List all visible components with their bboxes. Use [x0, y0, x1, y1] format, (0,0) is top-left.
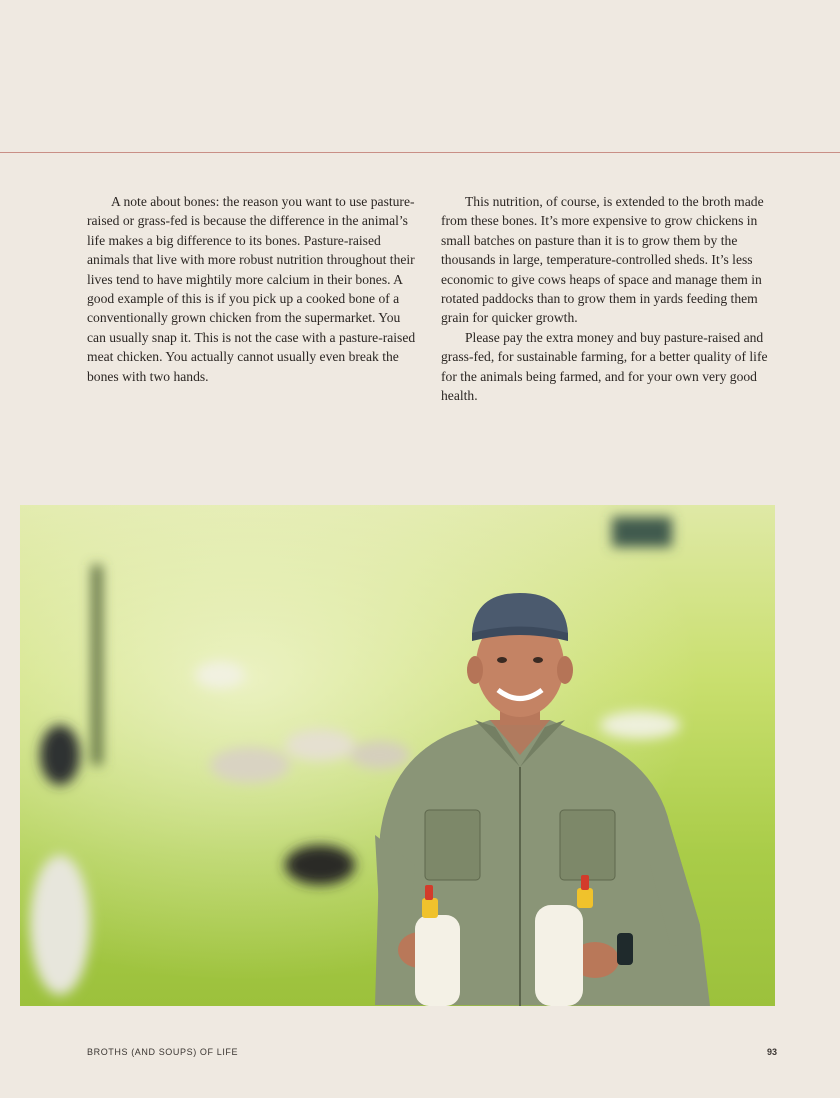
right-paragraph-2: Please pay the extra money and buy pasture-raised and grass-fed, for sustainable farming, for a better quality of life for the animals being farmed, and for your own very good health.: [441, 329, 768, 404]
left-paragraph-1: A note about bones: the reason you want to use pasture-raised or grass-fed is because the difference in the animal’s life makes a big difference to its bones. Pasture-raised animals that live with more robust nutrition throughout their lives tend to have mightily more calcium in their bones. A good example of this is if you pick up a cooked bone of a conventionally grown chicken from the supermarket. You can usually snap it. This is not the case with a pasture-raised meat chicken. You actually cannot usually even break the bones with two hands.: [87, 194, 416, 384]
right-text-column: [441, 192, 774, 405]
left-text-column: [87, 192, 420, 386]
header-rule: [0, 152, 840, 153]
farmer-photo: [20, 505, 775, 1006]
right-paragraph-1: This nutrition, of course, is extended to the broth made from these bones. It’s more expensive to grow chickens in small batches on pasture than it is to grow them by the thousands in large, temperature-controlled sheds. It’s less economic to give cows heaps of space and manage them in rotated paddocks than to grow them in yards feeding them grain for quicker growth.: [441, 194, 764, 326]
footer-section-title: BROTHS (AND SOUPS) OF LIFE: [87, 1047, 239, 1057]
footer-page-number: 93: [766, 1047, 777, 1057]
